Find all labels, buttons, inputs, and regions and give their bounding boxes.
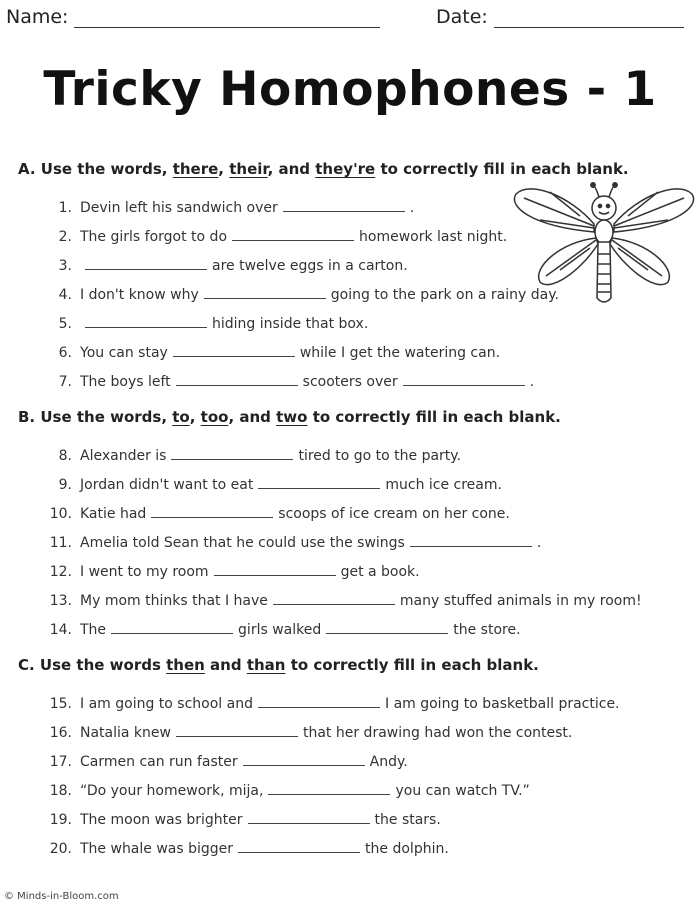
answer-blank[interactable] [204, 287, 326, 299]
answer-blank[interactable] [111, 622, 233, 634]
question-text: “Do your homework, mija, [80, 783, 264, 799]
question-number: 19. [49, 812, 72, 828]
question-text: I went to my room [80, 564, 209, 580]
question-text: much ice cream. [385, 477, 502, 493]
date-label: Date: [436, 6, 488, 28]
question-number: 6. [58, 345, 72, 361]
question-text: hiding inside that box. [212, 316, 369, 332]
question-number: 13. [49, 593, 72, 609]
question-text: while I get the watering can. [299, 345, 501, 361]
question-item [40, 316, 368, 332]
question-text: Jordan didn't want to eat [80, 477, 254, 493]
question-text: The whale was bigger [80, 841, 234, 857]
answer-blank[interactable] [232, 229, 354, 241]
question-item [40, 812, 441, 828]
question-number: 5. [58, 316, 72, 332]
question-text: I am going to school and [80, 696, 253, 712]
answer-blank[interactable] [85, 316, 207, 328]
question-text: Amelia told Sean that he could use the swings [80, 535, 405, 551]
question-number: 14. [49, 622, 72, 638]
question-number: 12. [49, 564, 72, 580]
question-item [40, 477, 502, 493]
section-c-heading: C. Use the words then and than to correctly fill in each blank. [18, 656, 539, 674]
name-label: Name: [6, 6, 69, 28]
question-item [40, 564, 420, 580]
question-item [40, 200, 414, 216]
question-number: 15. [49, 696, 72, 712]
question-text: The moon was brighter [80, 812, 243, 828]
question-number: 9. [58, 477, 72, 493]
question-number: 20. [49, 841, 72, 857]
question-text: homework last night. [359, 229, 508, 245]
answer-blank[interactable] [243, 754, 365, 766]
question-text: The [80, 622, 107, 638]
question-text: I am going to basketball practice. [384, 696, 620, 712]
question-text: that her drawing had won the contest. [302, 725, 573, 741]
answer-blank[interactable] [176, 374, 298, 386]
question-text: The boys left [80, 374, 171, 390]
question-text: get a book. [340, 564, 420, 580]
question-text: Andy. [369, 754, 408, 770]
date-line[interactable] [494, 9, 684, 28]
name-field[interactable] [6, 6, 380, 28]
question-item [40, 287, 559, 303]
question-text: the store. [453, 622, 521, 638]
answer-blank[interactable] [326, 622, 448, 634]
question-number: 4. [58, 287, 72, 303]
section-a-heading: A. Use the words, there, their, and they're to correctly fill in each blank. [18, 160, 629, 178]
answer-blank[interactable] [176, 725, 298, 737]
question-text: Alexander is [80, 448, 167, 464]
question-text: scoops of ice cream on her cone. [278, 506, 510, 522]
answer-blank[interactable] [268, 783, 390, 795]
copyright-footer: © Minds-in-Bloom.com [4, 891, 119, 902]
question-number: 17. [49, 754, 72, 770]
question-number: 11. [49, 535, 72, 551]
question-number: 7. [58, 374, 72, 390]
answer-blank[interactable] [85, 258, 207, 270]
question-text: My mom thinks that I have [80, 593, 268, 609]
question-text: are twelve eggs in a carton. [212, 258, 408, 274]
date-field[interactable] [436, 6, 684, 28]
section-b-heading: B. Use the words, to, too, and two to correctly fill in each blank. [18, 408, 561, 426]
question-item [40, 506, 510, 522]
question-text: Natalia knew [80, 725, 171, 741]
question-item [40, 374, 534, 390]
answer-blank[interactable] [403, 374, 525, 386]
question-text: tired to go to the party. [298, 448, 462, 464]
question-text: I don't know why [80, 287, 199, 303]
answer-blank[interactable] [283, 200, 405, 212]
answer-blank[interactable] [214, 564, 336, 576]
question-item [40, 593, 642, 609]
question-item [40, 754, 408, 770]
answer-blank[interactable] [238, 841, 360, 853]
question-number: 16. [49, 725, 72, 741]
question-text: girls walked [238, 622, 322, 638]
answer-blank[interactable] [258, 696, 380, 708]
question-text: going to the park on a rainy day. [330, 287, 559, 303]
question-item [40, 783, 530, 799]
question-item [40, 229, 507, 245]
question-text: You can stay [80, 345, 168, 361]
question-number: 10. [49, 506, 72, 522]
question-item [40, 258, 408, 274]
question-text: the stars. [374, 812, 441, 828]
question-item [40, 696, 620, 712]
question-text: . [529, 374, 535, 390]
question-item [40, 622, 521, 638]
answer-blank[interactable] [151, 506, 273, 518]
question-text: The girls forgot to do [80, 229, 228, 245]
question-item [40, 535, 541, 551]
question-number: 18. [49, 783, 72, 799]
question-item [40, 725, 572, 741]
question-number: 8. [58, 448, 72, 464]
worksheet-title: Tricky Homophones - 1 [43, 62, 657, 117]
question-text: . [536, 535, 542, 551]
answer-blank[interactable] [173, 345, 295, 357]
question-text: Katie had [80, 506, 147, 522]
answer-blank[interactable] [248, 812, 370, 824]
question-text: the dolphin. [365, 841, 449, 857]
question-item [40, 448, 461, 464]
question-number: 3. [58, 258, 72, 274]
answer-blank[interactable] [410, 535, 532, 547]
question-text: Carmen can run faster [80, 754, 238, 770]
question-item [40, 345, 500, 361]
question-text: . [409, 200, 415, 216]
answer-blank[interactable] [171, 448, 293, 460]
question-text: many stuffed animals in my room! [399, 593, 642, 609]
answer-blank[interactable] [258, 477, 380, 489]
answer-blank[interactable] [273, 593, 395, 605]
question-number: 2. [58, 229, 72, 245]
name-line[interactable] [74, 9, 380, 28]
question-text: scooters over [302, 374, 398, 390]
question-text: you can watch TV.” [395, 783, 530, 799]
question-text: Devin left his sandwich over [80, 200, 278, 216]
question-item [40, 841, 449, 857]
question-number: 1. [58, 200, 72, 216]
